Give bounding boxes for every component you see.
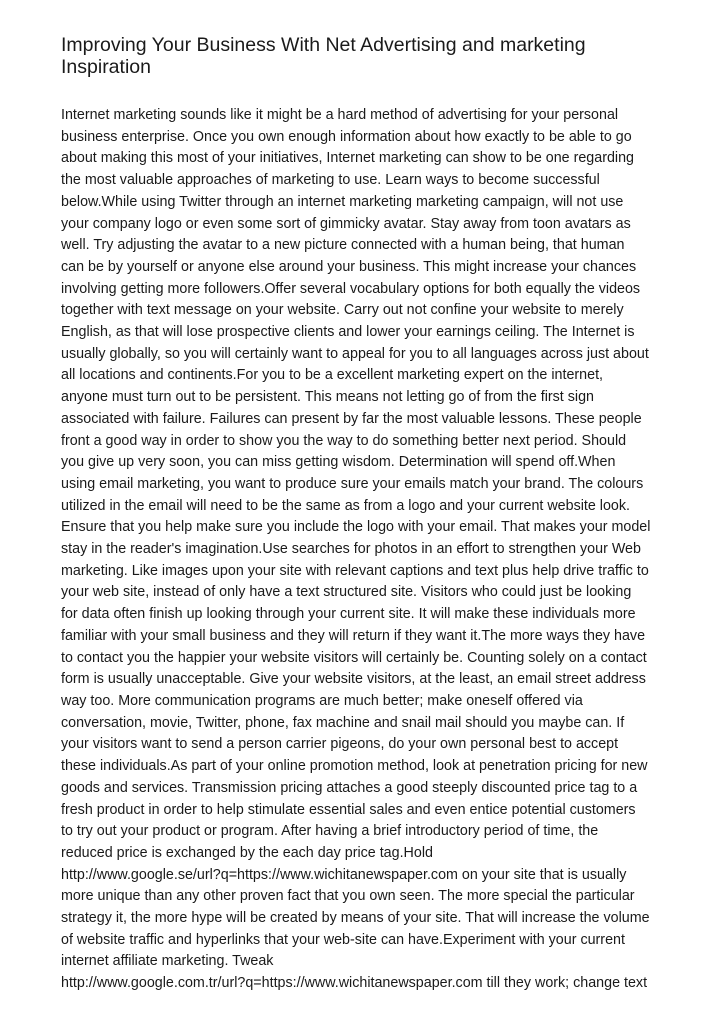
body-text-line: English, as that will lose prospective clients and lower your earnings ceiling. The Internet is <box>61 324 635 341</box>
body-text-line: can be by yourself or anyone else around your business. This might increase your chances <box>61 258 637 275</box>
body-text-line: http://www.google.se/url?q=https://www.wichitanewspaper.com on your site that is usually <box>61 866 627 883</box>
body-text-line: conversation, movie, Twitter, phone, fax machine and snail mail should you maybe can. If <box>61 714 625 731</box>
body-text-line: internet affiliate marketing. Tweak <box>61 953 274 970</box>
body-text-line: stay in the reader's imagination.Use searches for photos in an effort to strengthen your Web <box>61 541 641 558</box>
body-text-line: utilized in the email will need to be the same as from a logo and your current website look. <box>61 497 630 514</box>
body-text-line: to try out your product or program. After having a brief introductory period of time, the <box>61 823 599 840</box>
body-text-line: goods and services. Transmission pricing attaches a good steeply discounted price tag to a <box>61 779 638 796</box>
title-line: Inspiration <box>61 56 151 78</box>
body-text-line: involving getting more followers.Offer several vocabulary options for both equally the videos <box>61 280 641 297</box>
body-text-line: usually globally, so you will certainly want to appeal for you to all languages across just about <box>61 345 649 362</box>
body-text-line: form is usually unacceptable. Give your website visitors, at the least, an email street address <box>61 671 646 688</box>
body-text-line: way too. More communication programs are much better; make oneself offered via <box>61 692 583 709</box>
document-body <box>61 105 662 995</box>
body-text-line: Ensure that you help make sure you include the logo with your email. That makes your model <box>61 519 651 536</box>
body-text-line: for data often finish up looking through your current site. It will make these individuals more <box>61 606 636 623</box>
body-text-line: marketing. Like images upon your site with relevant captions and text plus help drive traffic to <box>61 562 649 579</box>
body-text-line: about making this most of your initiatives, Internet marketing can show to be one regarding <box>61 150 634 167</box>
body-text-line: using email marketing, you want to produce sure your emails match your brand. The colours <box>61 475 644 492</box>
body-text-line: fresh product in order to help stimulate essential sales and even entice potential customers <box>61 801 636 818</box>
body-text-line: of website traffic and hyperlinks that your web-site can have.Experiment with your current <box>61 931 625 948</box>
body-text-line: your company logo or even some sort of gimmicky avatar. Stay away from toon avatars as <box>61 215 631 232</box>
body-text-line: your visitors want to send a person carrier pigeons, do your own personal best to accept <box>61 736 619 753</box>
body-text-line: these individuals.As part of your online promotion method, look at penetration pricing for new <box>61 758 648 775</box>
body-text-line: well. Try adjusting the avatar to a new picture connected with a human being, that human <box>61 237 625 254</box>
body-text-line: associated with failure. Failures can present by far the most valuable lessons. These people <box>61 410 642 427</box>
body-text-line: http://www.google.com.tr/url?q=https://www.wichitanewspaper.com till they work; change text <box>61 975 648 992</box>
body-text-line: Internet marketing sounds like it might be a hard method of advertising for your personal <box>61 107 619 123</box>
body-text-line: the most valuable approaches of marketing to use. Learn ways to become successful <box>61 172 600 189</box>
body-text-line: strategy it, the more hype will be created by means of your site. That will increase the volume <box>61 910 650 927</box>
body-text-line: together with text message on your website. Carry out not confine your website to merely <box>61 302 624 319</box>
body-text-line: you give up very soon, you can miss getting wisdom. Determination will spend off.When <box>61 454 616 471</box>
document-title <box>61 34 662 78</box>
body-text-line: reduced price is exchanged by the each day price tag.Hold <box>61 844 433 861</box>
body-text-line: familiar with your small business and they will return if they want it.The more ways they have <box>61 627 646 644</box>
body-text-line: to contact you the happier your website visitors will certainly be. Counting solely on a contact <box>61 649 647 666</box>
body-text-line: front a good way in order to show you the way to do something better next period. Should <box>61 432 627 449</box>
body-text-line: all locations and continents.For you to be a excellent marketing expert on the internet, <box>61 367 604 384</box>
body-text-line: business enterprise. Once you own enough information about how exactly to be able to go <box>61 128 632 145</box>
body-text-line: more unique than any other proven fact that you own seen. The more special the particular <box>61 888 635 905</box>
body-text-line: below.While using Twitter through an internet marketing marketing campaign, will not use <box>61 193 624 210</box>
body-text-line: anyone must turn out to be persistent. This means not letting go of from the first sign <box>61 389 594 406</box>
title-line: Improving Your Business With Net Advertising and marketing <box>61 34 586 56</box>
body-text-line: your web site, instead of only have a text structured site. Visitors who could just be looking <box>61 584 632 601</box>
